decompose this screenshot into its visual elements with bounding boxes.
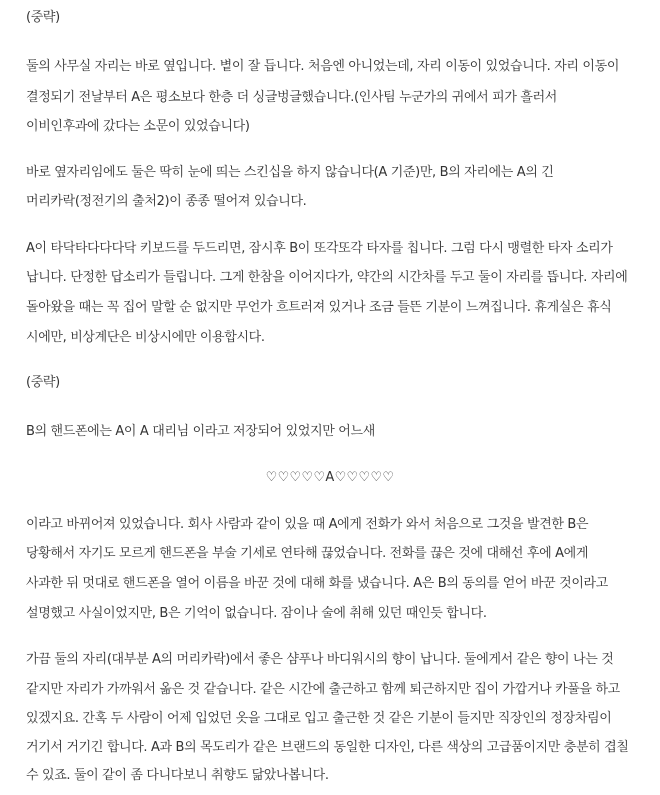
paragraph-1-line-2: 결정되기 전날부터 A은 평소보다 한층 더 싱글벙글했습니다.(인사팀 누군가의 귀에서 피가 흘러서	[26, 90, 557, 105]
paragraph-2-line-1: 바로 옆자리임에도 둘은 딱히 눈에 띄는 스킨십을 하지 않습니다(A 기준)만, B의 자리에는 A의 긴	[26, 165, 554, 180]
paragraph-3-line-1: A이 타닥타다다다닥 키보드를 두드리면, 잠시후 B이 또각또각 타자를 칩니다. 그럼 다시 맹렬한 타자 소리가	[26, 241, 613, 256]
paragraph-4-line-1: B의 핸드폰에는 A이 A 대리님 이라고 저장되어 있었지만 어느새	[26, 424, 375, 439]
paragraph-3-line-3: 돌아왔을 때는 꼭 집어 말할 순 없지만 무언가 흐트러져 있거나 조금 들뜬 기분이 느껴집니다. 휴게실은 휴식	[26, 300, 612, 315]
paragraph-6-line-2: 같지만 자리가 가까워서 옮은 것 같습니다. 같은 시간에 출근하고 함께 퇴근하지만 집이 가깝거나 카풀을 하고	[26, 682, 620, 697]
paragraph-5-line-2: 당황해서 자기도 모르게 핸드폰을 부술 기세로 연타해 끊었습니다. 전화를 끊은 것에 대해선 후에 A에게	[26, 546, 589, 561]
paragraph-6-line-4: 거기서 거기긴 합니다. A과 B의 목도리가 같은 브랜드의 동일한 디자인, 다른 색상의 고급품이지만 충분히 겹칠	[26, 740, 629, 755]
paragraph-1-line-1: 둘의 사무실 자리는 바로 옆입니다. 볕이 잘 듭니다. 처음엔 아니었는데, 자리 이동이 있었습니다. 자리 이동이	[26, 59, 620, 74]
paragraph-5-line-1: 이라고 바뀌어져 있었습니다. 회사 사람과 같이 있을 때 A에게 전화가 와서 처음으로 그것을 발견한 B은	[26, 517, 589, 532]
paragraph-1-line-3: 이비인후과에 갔다는 소문이 있었습니다)	[26, 119, 250, 134]
paragraph-3-line-2: 납니다. 단정한 답소리가 들립니다. 그게 한참을 이어지다가, 약간의 시간차를 두고 둘이 자리를 뜹니다. 자리에	[26, 270, 628, 285]
paragraph-6-line-5: 수 있죠. 둘이 같이 좀 다니다보니 취향도 닮았나봅니다.	[26, 768, 329, 783]
paragraph-3-line-4: 시에만, 비상계단은 비상시에만 이용합시다.	[26, 330, 265, 345]
omitted-marker: (중략)	[26, 10, 60, 25]
paragraph-5-line-3: 사과한 뒤 멋대로 핸드폰을 열어 이름을 바꾼 것에 대해 화를 냈습니다. A은 B의 동의를 얻어 바꾼 것이라고	[26, 576, 608, 591]
paragraph-6-line-3: 있겠지요. 간혹 두 사람이 어제 입었던 옷을 그대로 입고 출근한 것 같은 기분이 들지만 직장인의 정장차림이	[26, 711, 612, 726]
paragraph-6-line-1: 가끔 둘의 자리(대부분 A의 머리카락)에서 좋은 샴푸나 바디워시의 향이 납니다. 둘에게서 같은 향이 나는 것	[26, 652, 614, 667]
paragraph-2-line-2: 머리카락(정전기의 출처2)이 종종 떨어져 있습니다.	[26, 194, 307, 209]
contact-name-line: ♡♡♡♡♡A♡♡♡♡♡	[265, 470, 395, 485]
paragraph-5-line-4: 설명했고 사실이었지만, B은 기억이 없습니다. 잠이나 술에 취해 있던 때인듯 합니다.	[26, 606, 487, 621]
omitted-marker: (중략)	[26, 375, 60, 390]
